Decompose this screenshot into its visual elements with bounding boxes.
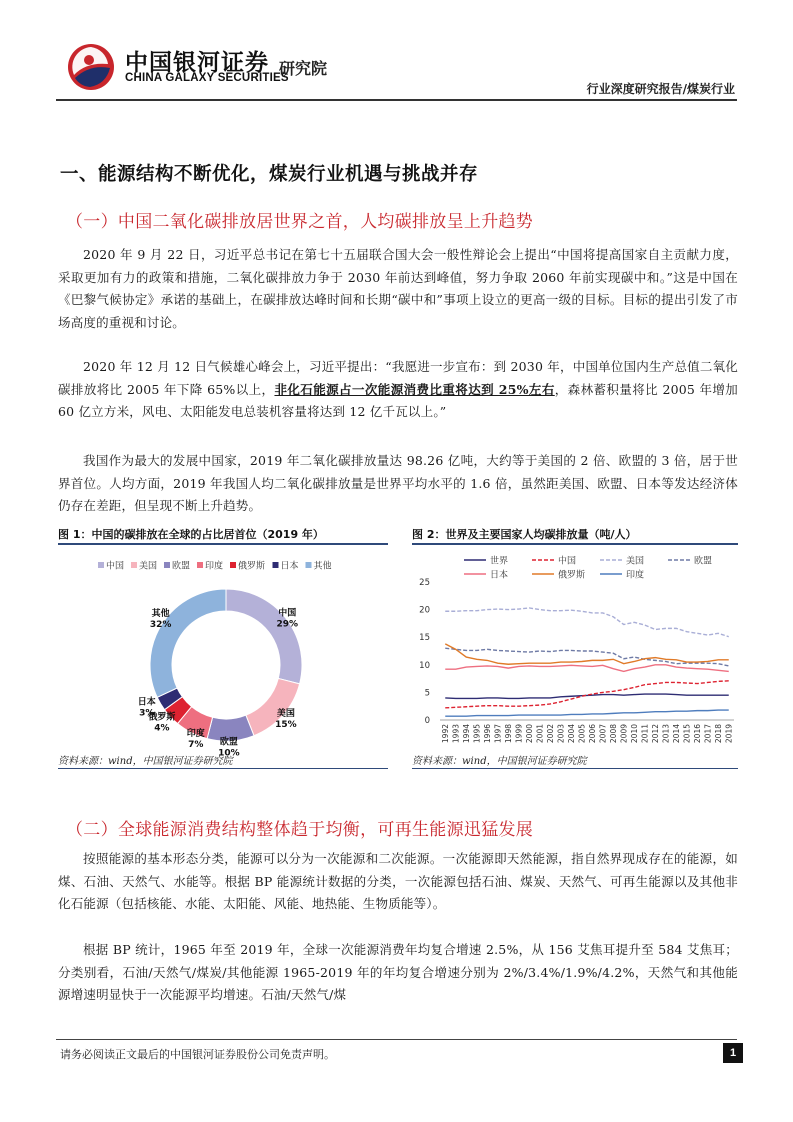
pie-legend-label-3: 印度 xyxy=(205,561,224,572)
page-number: 1 xyxy=(723,1043,743,1063)
figure-2-source: 资料来源：wind，中国银河证券研究院 xyxy=(412,756,587,767)
figure-1-caption: 图 1：中国的碳排放在全球的占比居首位（2019 年） xyxy=(58,528,324,541)
line-series-5 xyxy=(445,644,729,664)
header-divider xyxy=(56,99,737,101)
pie-legend-swatch-3 xyxy=(197,562,203,568)
x-tick-label-9: 2001 xyxy=(535,724,545,744)
x-tick-label-10: 2002 xyxy=(545,724,555,744)
pie-label-name-2: 欧盟 xyxy=(219,737,238,748)
x-tick-label-20: 2012 xyxy=(650,724,660,744)
x-tick-label-6: 1998 xyxy=(503,724,513,744)
x-tick-label-15: 2007 xyxy=(598,724,608,744)
figure-2-caption: 图 2：世界及主要国家人均碳排放量（吨/人） xyxy=(412,528,637,541)
donut-chart xyxy=(58,548,388,759)
line-legend-label-5: 俄罗斯 xyxy=(558,570,586,581)
line-series-6 xyxy=(445,710,729,716)
x-tick-label-12: 2004 xyxy=(566,724,576,744)
x-tick-label-4: 1996 xyxy=(482,724,492,744)
x-tick-label-24: 2016 xyxy=(692,724,702,744)
pie-legend-swatch-1 xyxy=(131,562,137,568)
line-series-1 xyxy=(445,681,729,708)
line-chart xyxy=(412,548,742,750)
x-tick-label-27: 2019 xyxy=(724,724,734,744)
company-logo-icon xyxy=(66,42,116,92)
pie-label-value-0: 29% xyxy=(276,619,299,630)
pie-label-name-1: 美国 xyxy=(276,708,295,719)
pie-legend-swatch-2 xyxy=(164,562,170,568)
x-tick-label-18: 2010 xyxy=(629,724,639,744)
line-legend-label-0: 世界 xyxy=(490,556,509,567)
paragraph-1: 2020 年 9 月 22 日，习近平总书记在第七十五届联合国大会一般性辩论会上提出“中国将提高国家自主贡献力度，采取更加有力的政策和措施，二氧化碳排放力争于 2030 年前达到峰值，努力争取 2060 年前实现碳中和。”这是中国在《巴黎气候协定》承诺的基础上，在碳排放达峰时间和长期“碳中和”事项上设立的更高一级的目标。目标的提出引发了市场高度的重视和讨论。 xyxy=(58,247,738,330)
pie-slice-6 xyxy=(150,589,226,697)
report-type: 行业深度研究报告/煤炭行业 xyxy=(586,82,735,96)
paragraph-4: 按照能源的基本形态分类，能源可以分为一次能源和二次能源。一次能源即天然能源，指自然界现成存在的能源，如煤、石油、天然气、水能等。根据 BP 能源统计数据的分类，一次能源包括石油、煤炭、天然气、可再生能源以及其他非化石能源（包括核能、水能、太阳能、风能、地热能、生物质能等）。 xyxy=(58,851,738,911)
x-tick-label-5: 1997 xyxy=(493,724,503,744)
line-legend-label-2: 美国 xyxy=(626,556,645,567)
figure-2-source-rule xyxy=(412,768,738,769)
subsection-title-2: （二）全球能源消费结构整体趋于均衡，可再生能源迅猛发展 xyxy=(66,820,534,840)
pie-label-name-0: 中国 xyxy=(278,608,297,619)
pie-slice-0 xyxy=(226,589,302,684)
section-title: 一、能源结构不断优化，煤炭行业机遇与挑战并存 xyxy=(60,164,479,185)
y-tick-label-1: 5 xyxy=(424,688,430,699)
pie-label-value-4: 4% xyxy=(154,723,170,734)
company-name-cn: 中国银河证券 xyxy=(125,50,269,76)
y-tick-label-5: 25 xyxy=(419,578,430,588)
pie-label-name-4: 俄罗斯 xyxy=(148,712,176,723)
pie-legend-label-5: 日本 xyxy=(280,561,299,572)
line-series-0 xyxy=(445,694,729,698)
line-series-2 xyxy=(445,608,729,637)
x-tick-label-26: 2018 xyxy=(713,724,723,744)
line-legend-label-3: 欧盟 xyxy=(694,556,713,567)
pie-label-value-1: 15% xyxy=(275,719,297,730)
pie-legend-swatch-6 xyxy=(306,562,312,568)
pie-legend-label-2: 欧盟 xyxy=(172,561,191,572)
pie-legend-swatch-4 xyxy=(230,562,236,568)
pie-label-value-2: 10% xyxy=(218,748,240,759)
y-tick-label-0: 0 xyxy=(424,716,430,726)
figure-1-rule xyxy=(58,543,388,545)
x-tick-label-1: 1993 xyxy=(451,724,461,744)
paragraph-5: 根据 BP 统计，1965 年至 2019 年，全球一次能源消费年均复合增速 2.5%，从 156 艾焦耳提升至 584 艾焦耳；分类别看，石油/天然气/煤炭/其他能源 1965-2019 年的年均复合增速分别为 2%/3.4%/1.9%/4.2%，天然气和其他能源增速明显快于一次能源平均增速。石油/天然气/煤 xyxy=(58,942,738,1002)
pie-legend-swatch-0 xyxy=(98,562,104,568)
line-legend-label-4: 日本 xyxy=(490,570,509,581)
pie-label-value-6: 32% xyxy=(149,620,172,631)
x-tick-label-0: 1992 xyxy=(440,724,450,744)
pie-label-value-5: 3% xyxy=(139,708,155,719)
x-tick-label-13: 2005 xyxy=(577,724,587,744)
x-tick-label-8: 2000 xyxy=(524,724,534,744)
x-tick-label-16: 2008 xyxy=(608,724,618,744)
x-tick-label-17: 2009 xyxy=(619,724,629,744)
paragraph-2-part-c: ，森林蓄积量将比 2005 年增加 60 亿立方米，风电、太阳能发电总装机容量将达到 12 亿千瓦以上。” xyxy=(58,381,738,419)
line-series-3 xyxy=(445,648,729,666)
x-tick-label-19: 2011 xyxy=(640,724,650,744)
x-tick-label-25: 2017 xyxy=(703,724,713,744)
pie-label-value-3: 7% xyxy=(188,740,204,751)
paragraph-2 xyxy=(58,356,738,424)
paragraph-2-highlight: 非化石能源占一次能源消费比重将达到 25%左右 xyxy=(274,381,555,397)
x-tick-label-3: 1995 xyxy=(472,724,482,744)
y-tick-label-3: 15 xyxy=(419,633,430,644)
pie-legend-label-4: 俄罗斯 xyxy=(238,561,266,572)
paragraph-3: 我国作为最大的发展中国家，2019 年二氧化碳排放量达 98.26 亿吨，大约等于美国的 2 倍、欧盟的 3 倍，居于世界首位。人均方面，2019 年我国人均二氧化碳排放量是世界平均水平的 1.6 倍，虽然距美国、欧盟、日本等发达经济体仍存在差距，但呈现不断上升趋势。 xyxy=(58,453,738,513)
x-tick-label-11: 2003 xyxy=(556,724,566,744)
x-tick-label-14: 2006 xyxy=(587,724,597,744)
x-tick-label-2: 1994 xyxy=(461,724,471,744)
line-legend-label-1: 中国 xyxy=(558,556,577,567)
figure-1-source-rule xyxy=(58,768,388,769)
figure-1-source: 资料来源：wind，中国银河证券研究院 xyxy=(58,756,233,767)
x-tick-label-21: 2013 xyxy=(661,724,671,744)
pie-legend-label-1: 美国 xyxy=(139,561,158,572)
line-legend-label-6: 印度 xyxy=(626,570,645,581)
footer-disclaimer: 请务必阅读正文最后的中国银河证券股份公司免责声明。 xyxy=(60,1048,335,1061)
company-name-en: CHINA GALAXY SECURITIES xyxy=(125,72,289,84)
pie-label-name-6: 其他 xyxy=(151,609,170,620)
paragraph-2-part-a: 2020 年 12 月 12 日气候雄心峰会上，习近平提出：“我愿进一步宣布：到 2030 年，中国单位国内生产总值二氧化碳排放将比 2005 年下降 65%以上， xyxy=(58,359,738,397)
figure-2-rule xyxy=(412,543,738,545)
pie-label-name-3: 印度 xyxy=(186,729,205,740)
institute-label: 研究院 xyxy=(279,59,328,78)
subsection-title-1: （一）中国二氧化碳排放居世界之首，人均碳排放呈上升趋势 xyxy=(66,212,534,232)
pie-legend-label-0: 中国 xyxy=(106,561,125,572)
pie-legend-label-6: 其他 xyxy=(313,561,332,572)
line-series-4 xyxy=(445,665,729,672)
y-tick-label-2: 10 xyxy=(419,660,430,671)
x-tick-label-23: 2015 xyxy=(682,724,692,744)
y-tick-label-4: 20 xyxy=(419,605,430,616)
pie-label-name-5: 日本 xyxy=(137,697,156,708)
x-tick-label-7: 1999 xyxy=(514,724,524,744)
pie-legend-swatch-5 xyxy=(273,562,279,568)
x-tick-label-22: 2014 xyxy=(671,724,681,744)
footer-divider xyxy=(56,1039,737,1040)
